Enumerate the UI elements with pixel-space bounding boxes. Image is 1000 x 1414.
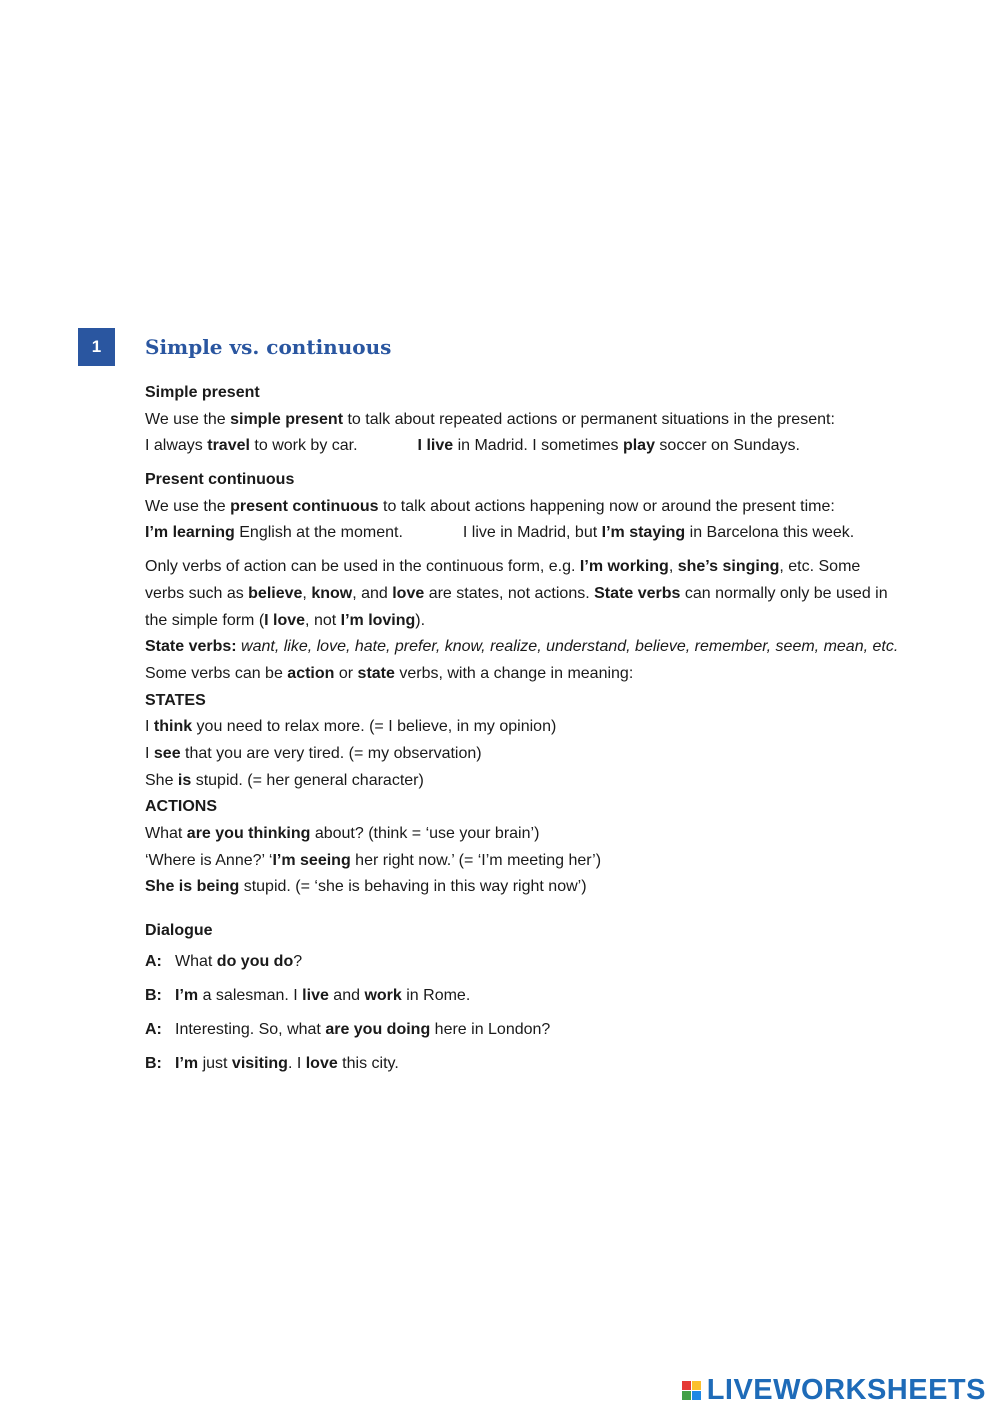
dialogue-line [145,945,935,979]
liveworksheets-logo [682,1373,986,1407]
text-run: I always [145,437,208,455]
dialogue-heading: Dialogue [145,922,213,940]
text-run: , [668,558,678,576]
text-run: in Barcelona this week. [685,524,855,542]
text-run: I [145,718,154,736]
present-continuous-examples [145,520,935,547]
dialogue-text [175,1021,550,1038]
text-run: are you thinking [186,825,311,842]
text-run: simple present [230,410,344,428]
text-run: Only verbs of action can be used in the continuous form, e.g. [145,558,580,576]
text-run: action [287,664,335,682]
dialogue-text [175,987,470,1004]
text-run: verbs such as [145,584,249,602]
text-run: love [392,584,425,602]
text-run: live [302,986,329,1004]
text-run: We use the [145,410,231,428]
text-run: visiting [231,1054,288,1072]
simple-present-heading: Simple present [145,384,260,401]
text-run: I [145,744,154,762]
text-run: just [198,1054,232,1072]
text-run: in Rome. [401,986,471,1004]
present-continuous-example-2 [463,520,854,547]
text-run: do you do [216,952,294,970]
text-run: and [328,986,365,1004]
text-run: is [177,771,192,789]
text-run: about? (think = ‘use your brain’) [310,825,540,842]
text-run: to talk about actions happening now or around the present time: [378,497,835,515]
simple-present-rule [145,407,935,434]
text-run: , and [352,584,393,602]
text-run: , [302,584,312,602]
text-run: ‘Where is Anne?’ ‘ [145,851,273,869]
dialogue-speaker: B: [145,1054,162,1072]
text-run: the simple form ( [145,611,265,629]
actions-example [145,848,935,875]
text-run: to talk about repeated actions or permanent situations in the present: [343,410,835,428]
text-run: I’m staying [601,524,686,542]
text-run: I’m learning [145,524,235,542]
text-run: I’m working [579,558,669,576]
state-verbs-note-line [145,554,935,581]
text-run: verbs, with a change in meaning: [394,664,634,682]
text-run: Some verbs can be [145,664,288,682]
text-run: travel [207,437,250,455]
text-run: here in London? [430,1020,551,1038]
dialogue-text [175,1055,399,1072]
dialogue-speaker: A: [145,952,162,970]
states-example [145,714,935,741]
states-example [145,741,935,768]
text-run: She [145,771,178,789]
grammar-content [145,380,935,1081]
text-run: think [153,718,193,736]
simple-present-examples [145,433,935,460]
actions-example [145,821,935,848]
liveworksheets-logo-text: LIVEWORKSHEETS [706,1373,986,1406]
text-run: work [364,986,402,1004]
text-run: are states, not actions. [424,584,595,602]
text-run: can normally only be used in [680,584,888,602]
text-run: State verbs: [145,638,237,656]
dialogue-line [145,979,935,1013]
text-run: I’m [175,986,199,1004]
text-run: ). [415,611,426,629]
dialogue-speaker: A: [145,1020,162,1038]
text-run: State verbs [594,584,681,602]
simple-present-example-2 [418,433,800,460]
text-run: her right now.’ (= ‘I’m meeting her’) [350,851,602,869]
text-run: this city. [337,1054,399,1072]
text-run: stupid. (= her general character) [191,771,424,789]
text-run: She is being [145,878,240,896]
text-run: in Madrid. I sometimes [453,437,623,455]
text-run: I’m seeing [272,851,351,869]
text-run: What [145,825,187,842]
text-run: she’s singing [677,558,780,576]
dialogue-text [175,953,302,970]
state-verbs-list [145,634,935,661]
text-run: want, like, love, hate, prefer, know, realize, understand, believe, remember, seem, mean, etc. [236,638,899,656]
dialogue-speaker: B: [145,986,162,1004]
dialogue-line [145,1013,935,1047]
text-run: play [622,437,655,455]
text-run: English at the moment. [234,524,403,542]
text-run: love [305,1054,338,1072]
text-run: I’m loving [340,611,416,629]
text-run: or [334,664,358,682]
text-run: ? [293,952,303,970]
text-run: that you are very tired. (= my observation) [180,744,482,762]
text-run: I live in Madrid, but [462,524,602,542]
text-run: state [357,664,395,682]
text-run: I love [264,611,306,629]
present-continuous-heading: Present continuous [145,471,295,489]
section-title: Simple vs. continuous [145,335,392,359]
text-run: believe [248,584,303,602]
text-run: stupid. (= ‘she is behaving in this way right now’) [239,878,587,896]
text-run: to work by car. [249,437,358,455]
present-continuous-rule [145,494,935,521]
simple-present-example-1 [145,433,358,460]
state-verbs-note-line [145,608,935,635]
liveworksheets-logo-icon [682,1381,701,1400]
text-run: see [153,744,181,762]
text-run: , etc. Some [779,558,861,576]
state-verbs-note-line [145,581,935,608]
section-number-badge: 1 [78,328,115,366]
state-verbs-note-line [145,661,935,688]
actions-example [145,874,935,901]
text-run: Interesting. So, what [175,1020,326,1038]
states-example [145,768,935,795]
text-run: a salesman. I [198,986,303,1004]
present-continuous-example-1 [145,520,403,547]
text-run: I live [417,437,454,455]
text-run: I’m [175,1054,199,1072]
text-run: What [175,952,217,970]
text-run: know [311,584,353,602]
actions-heading: ACTIONS [145,798,217,816]
text-run: . I [287,1054,306,1072]
text-run: you need to relax more. (= I believe, in my opinion) [192,718,557,736]
dialogue-line [145,1047,935,1081]
text-run: are you doing [325,1020,431,1038]
text-run: soccer on Sundays. [654,437,800,455]
states-heading: STATES [145,691,206,709]
text-run: We use the [145,497,231,515]
text-run: present continuous [230,497,379,515]
text-run: , not [305,611,341,629]
